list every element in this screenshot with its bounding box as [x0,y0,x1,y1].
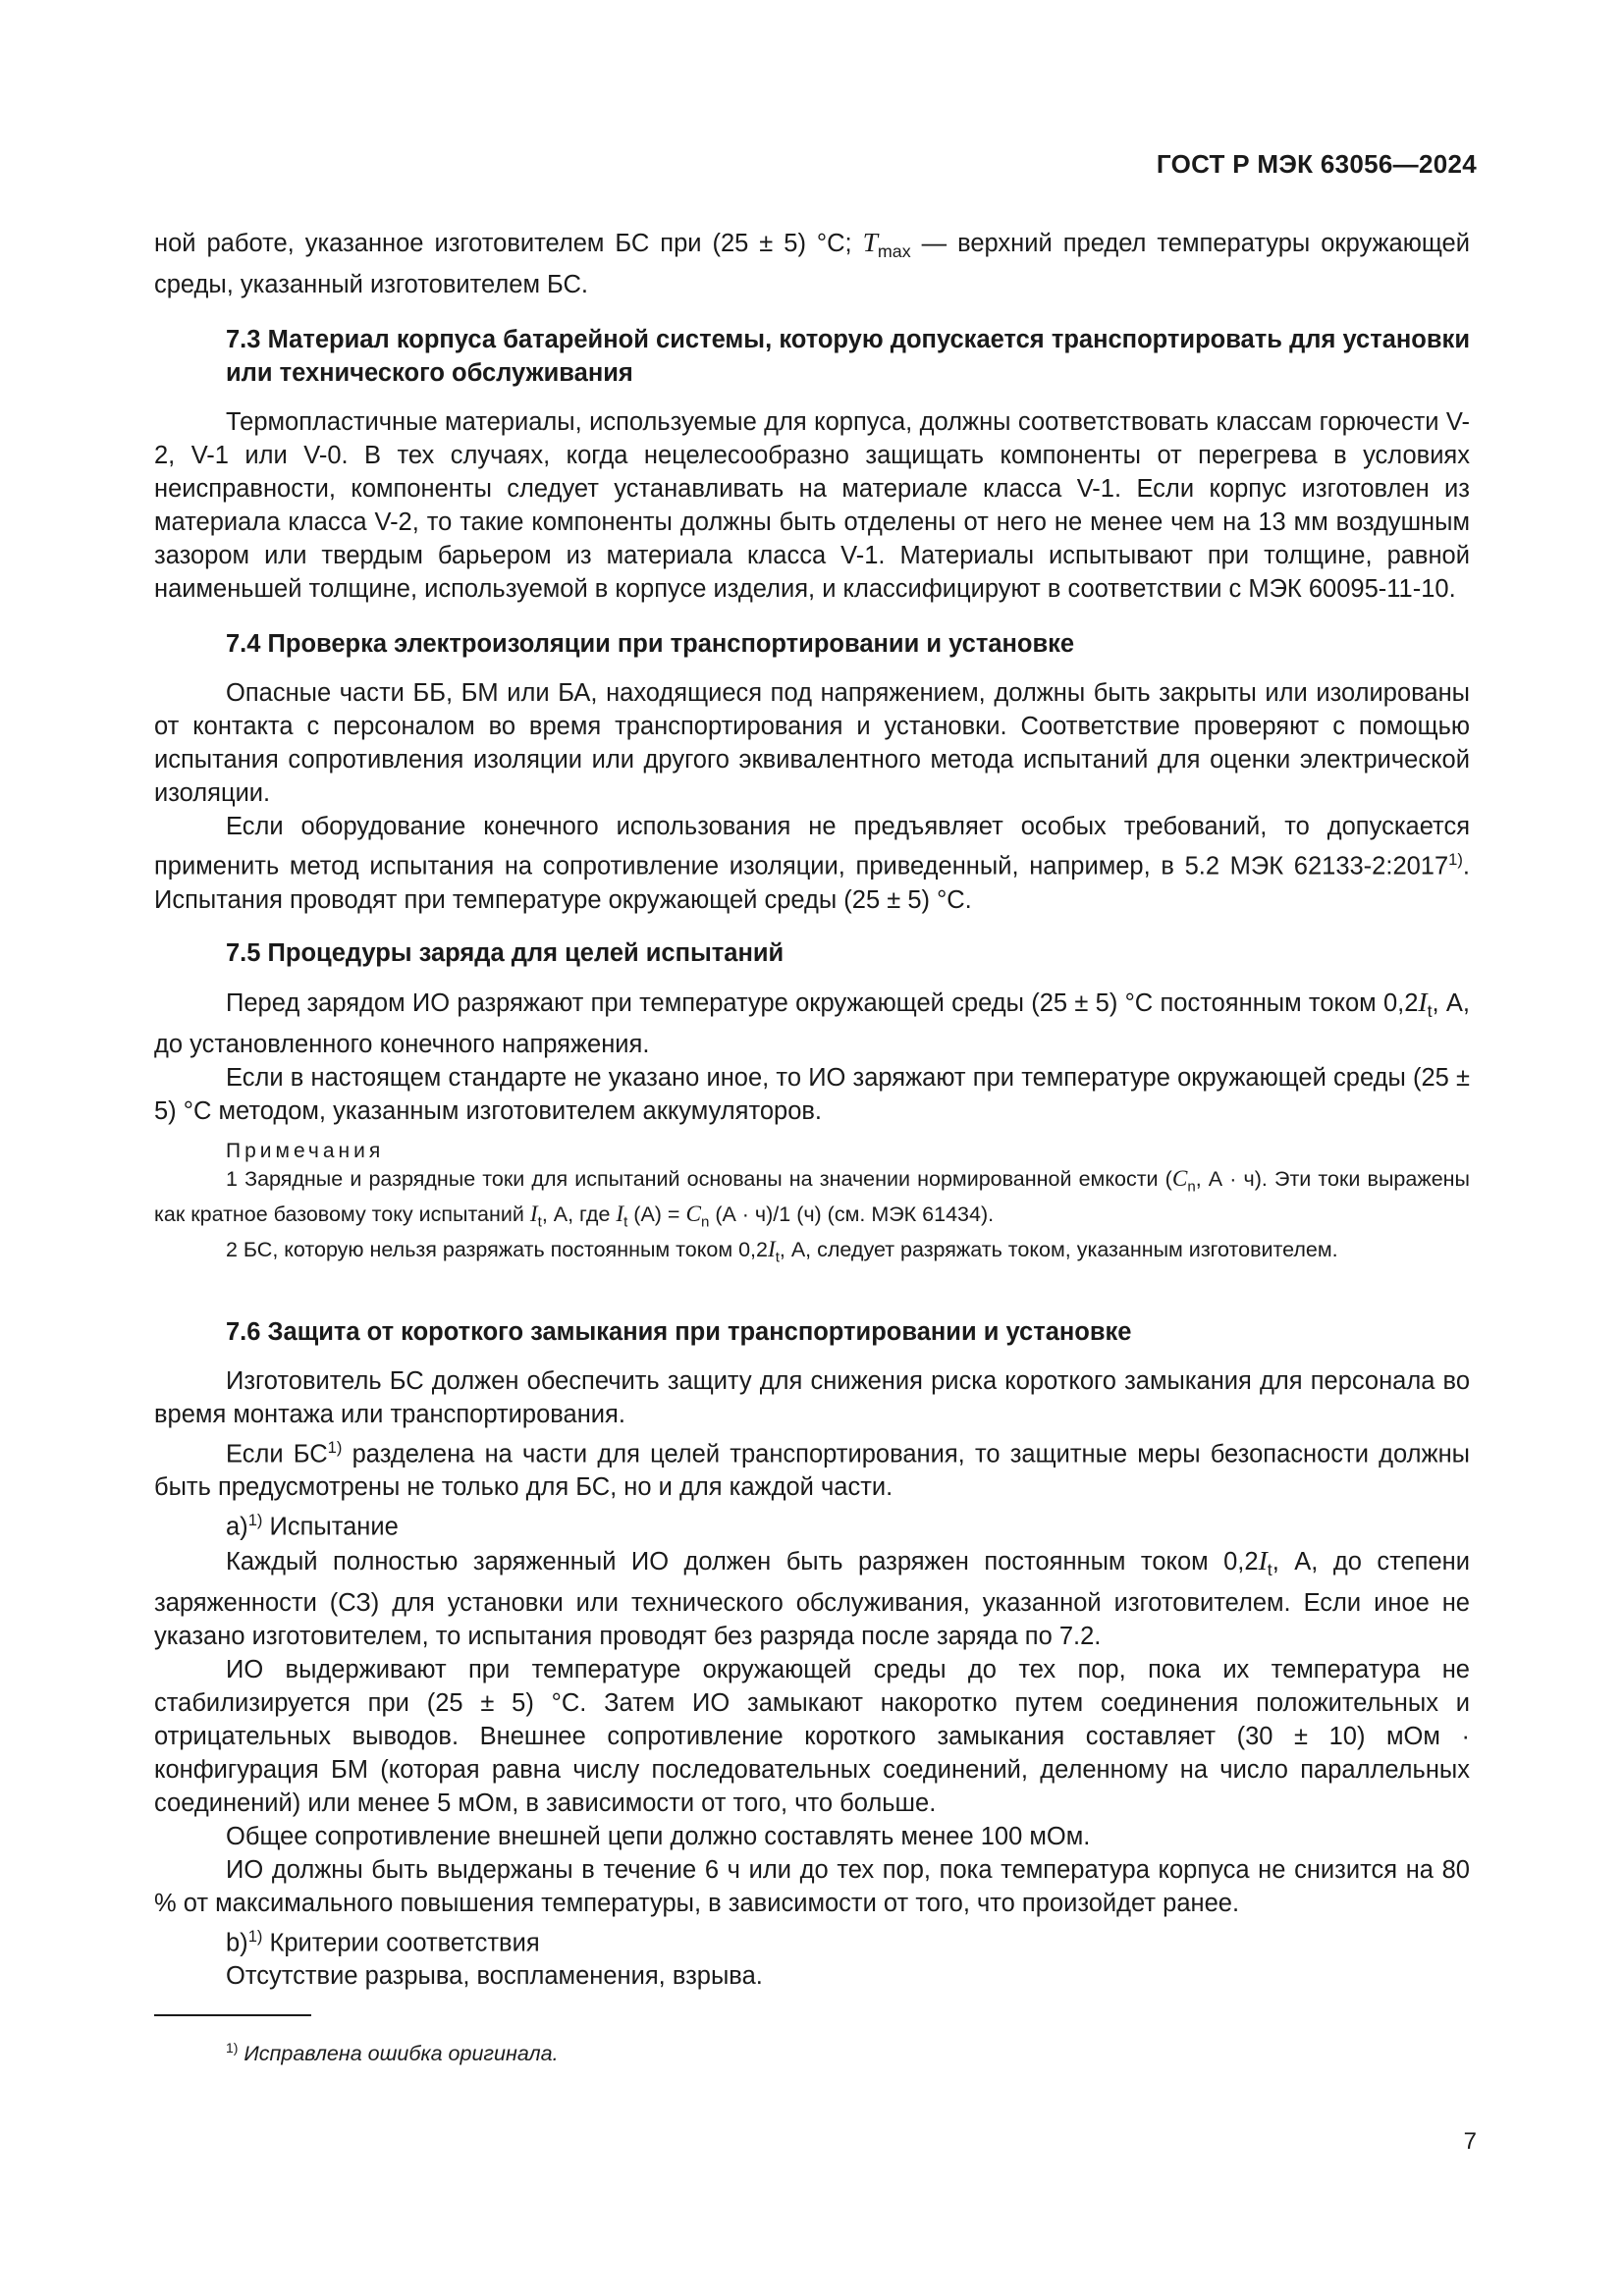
section-7-5-paragraph-2: Если в настоящем стандарте не указано иное, то ИО заряжают при температуре окружающей среды (25 ± 5) °С методом, указанным изготовителем аккумуляторов. [154,1063,1470,1125]
page-number: 7 [1463,2128,1477,2155]
section-7-5-heading: 7.5 Процедуры заряда для целей испытаний [226,938,785,967]
item-b-criteria: b)$^{1)}$ Критерии соответствия [226,1926,540,1957]
note-2: 2 БС, которую нельзя разряжать постоянным током $0,2I_t$, А, следует разряжать током, указанным изготовителем. [226,1237,1338,1266]
document-id-header: ГОСТ Р МЭК 63056—2024 [1156,149,1477,179]
section-7-6-paragraph-7: Отсутствие разрыва, воспламенения, взрыва. [226,1962,763,1991]
footnote-ref: 1) [247,1926,263,1946]
section-7-6-paragraph-3: Каждый полностью заряженный ИО должен быть разряжен постоянным током $0,2I_t$, А, до степени заряженности (СЗ) для установки или технического обслуживания, указанной изготовителем. Если иное не указано изготовителем, то испытания проводят без разряда после заряда по 7.2. [154,1544,1470,1650]
footnote-separator [154,2014,311,2016]
note-1: 1 Зарядные и разрядные токи для испытаний основаны на значении нормированной емкости ($C_n$, А · ч). Эти токи выражены как кратное базовому току испытаний $I_t$, А, где $I_t$ $(А) = C_n$ (А · ч)/1 (ч) (см. МЭК 61434). [154,1165,1470,1231]
section-7-4-paragraph-2: Если оборудование конечного использования не предъявляет особых требований, то допускается применить метод испытания на сопротивление изоляции, приведенный, например, в 5.2 МЭК 62133-2:2017$^{1)}$. Испытания проводят при температуре окружающей среды (25 ± 5) °С. [154,813,1470,914]
document-body [154,226,1470,1993]
item-a-test: а)$^{1)}$ Испытание [226,1511,399,1541]
footnote-ref: 1) [247,1511,263,1530]
section-7-6-paragraph-2: Если БС$^{1)}$ разделена на части для целей транспортирования, то защитные меры безопасности должны быть предусмотрены не только для БС, но и для каждой части. [154,1437,1470,1502]
section-7-6-paragraph-1: Изготовитель БС должен обеспечить защиту для снижения риска короткого замыкания для персонала во время монтажа или транспортирования. [154,1366,1470,1428]
footnote-ref: 1) [1448,850,1463,870]
footnote: $^{1)}$ Исправлена ошибка оригинала. [226,2040,559,2066]
section-7-3-heading: 7.3 Материал корпуса батарейной системы, которую допускается транспортировать для установки или технического обслуживания [226,326,1470,388]
notes-title: Примечания [226,1139,385,1162]
section-7-3-paragraph: Термопластичные материалы, используемые для корпуса, должны соответствовать классам горючести V-2, V-1 или V-0. В тех случаях, когда нецелесообразно защищать компоненты от перегрева в условиях неисправности, компоненты следует устанавливать на материале класса V-1. Если корпус изготовлен из материала класса V-2, то такие компоненты должны быть отделены от него не менее чем на 13 мм воздушным зазором или твердым барьером из материала класса V-1. Материалы испытывают при толщине, равной наименьшей толщине, используемой в корпусе изделия, и классифицируют в соответствии с МЭК 60095-11-10. [154,408,1470,604]
footnote-ref: 1) [327,1437,343,1457]
section-7-5-paragraph-1: Перед зарядом ИО разряжают при температуре окружающей среды (25 ± 5) °С постоянным током $0,2I_t$, А, до установленного конечного напряжения. [154,986,1470,1058]
intro-paragraph: ной работе, указанное изготовителем БС при (25 ± 5) °С; $T_{max}$ — верхний предел температуры окружающей среды, указанный изготовителем БС. [154,227,1470,299]
section-7-6-paragraph-5: Общее сопротивление внешней цепи должно составлять менее 100 мОм. [226,1822,1091,1850]
section-7-4-heading: 7.4 Проверка электроизоляции при транспортировании и установке [226,630,1075,659]
tmax-symbol: T [862,227,878,257]
section-7-6-paragraph-6: ИО должны быть выдержаны в течение 6 ч или до тех пор, пока температура корпуса не снизится на 80 % от максимального повышения температуры, в зависимости от того, что произойдет ранее. [154,1855,1470,1917]
section-7-4-paragraph-1: Опасные части ББ, БМ или БА, находящиеся под напряжением, должны быть закрыты или изолированы от контакта с персоналом во время транспортирования и установки. Соответствие проверяют с помощью испытания сопротивления изоляции или другого эквивалентного метода испытаний для оценки электрической изоляции. [154,679,1470,808]
section-7-6-heading: 7.6 Защита от короткого замыкания при транспортировании и установке [226,1317,1132,1346]
section-7-6-paragraph-4: ИО выдерживают при температуре окружающей среды до тех пор, пока их температура не стабилизируется при (25 ± 5) °С. Затем ИО замыкают накоротко путем соединения положительных и отрицательных выводов. Внешнее сопротивление короткого замыкания составляет (30 ± 10) мОм · конфигурация БМ (которая равна числу последовательных соединений, деленному на число параллельных соединений) или менее 5 мОм, в зависимости от того, что больше. [154,1655,1470,1817]
